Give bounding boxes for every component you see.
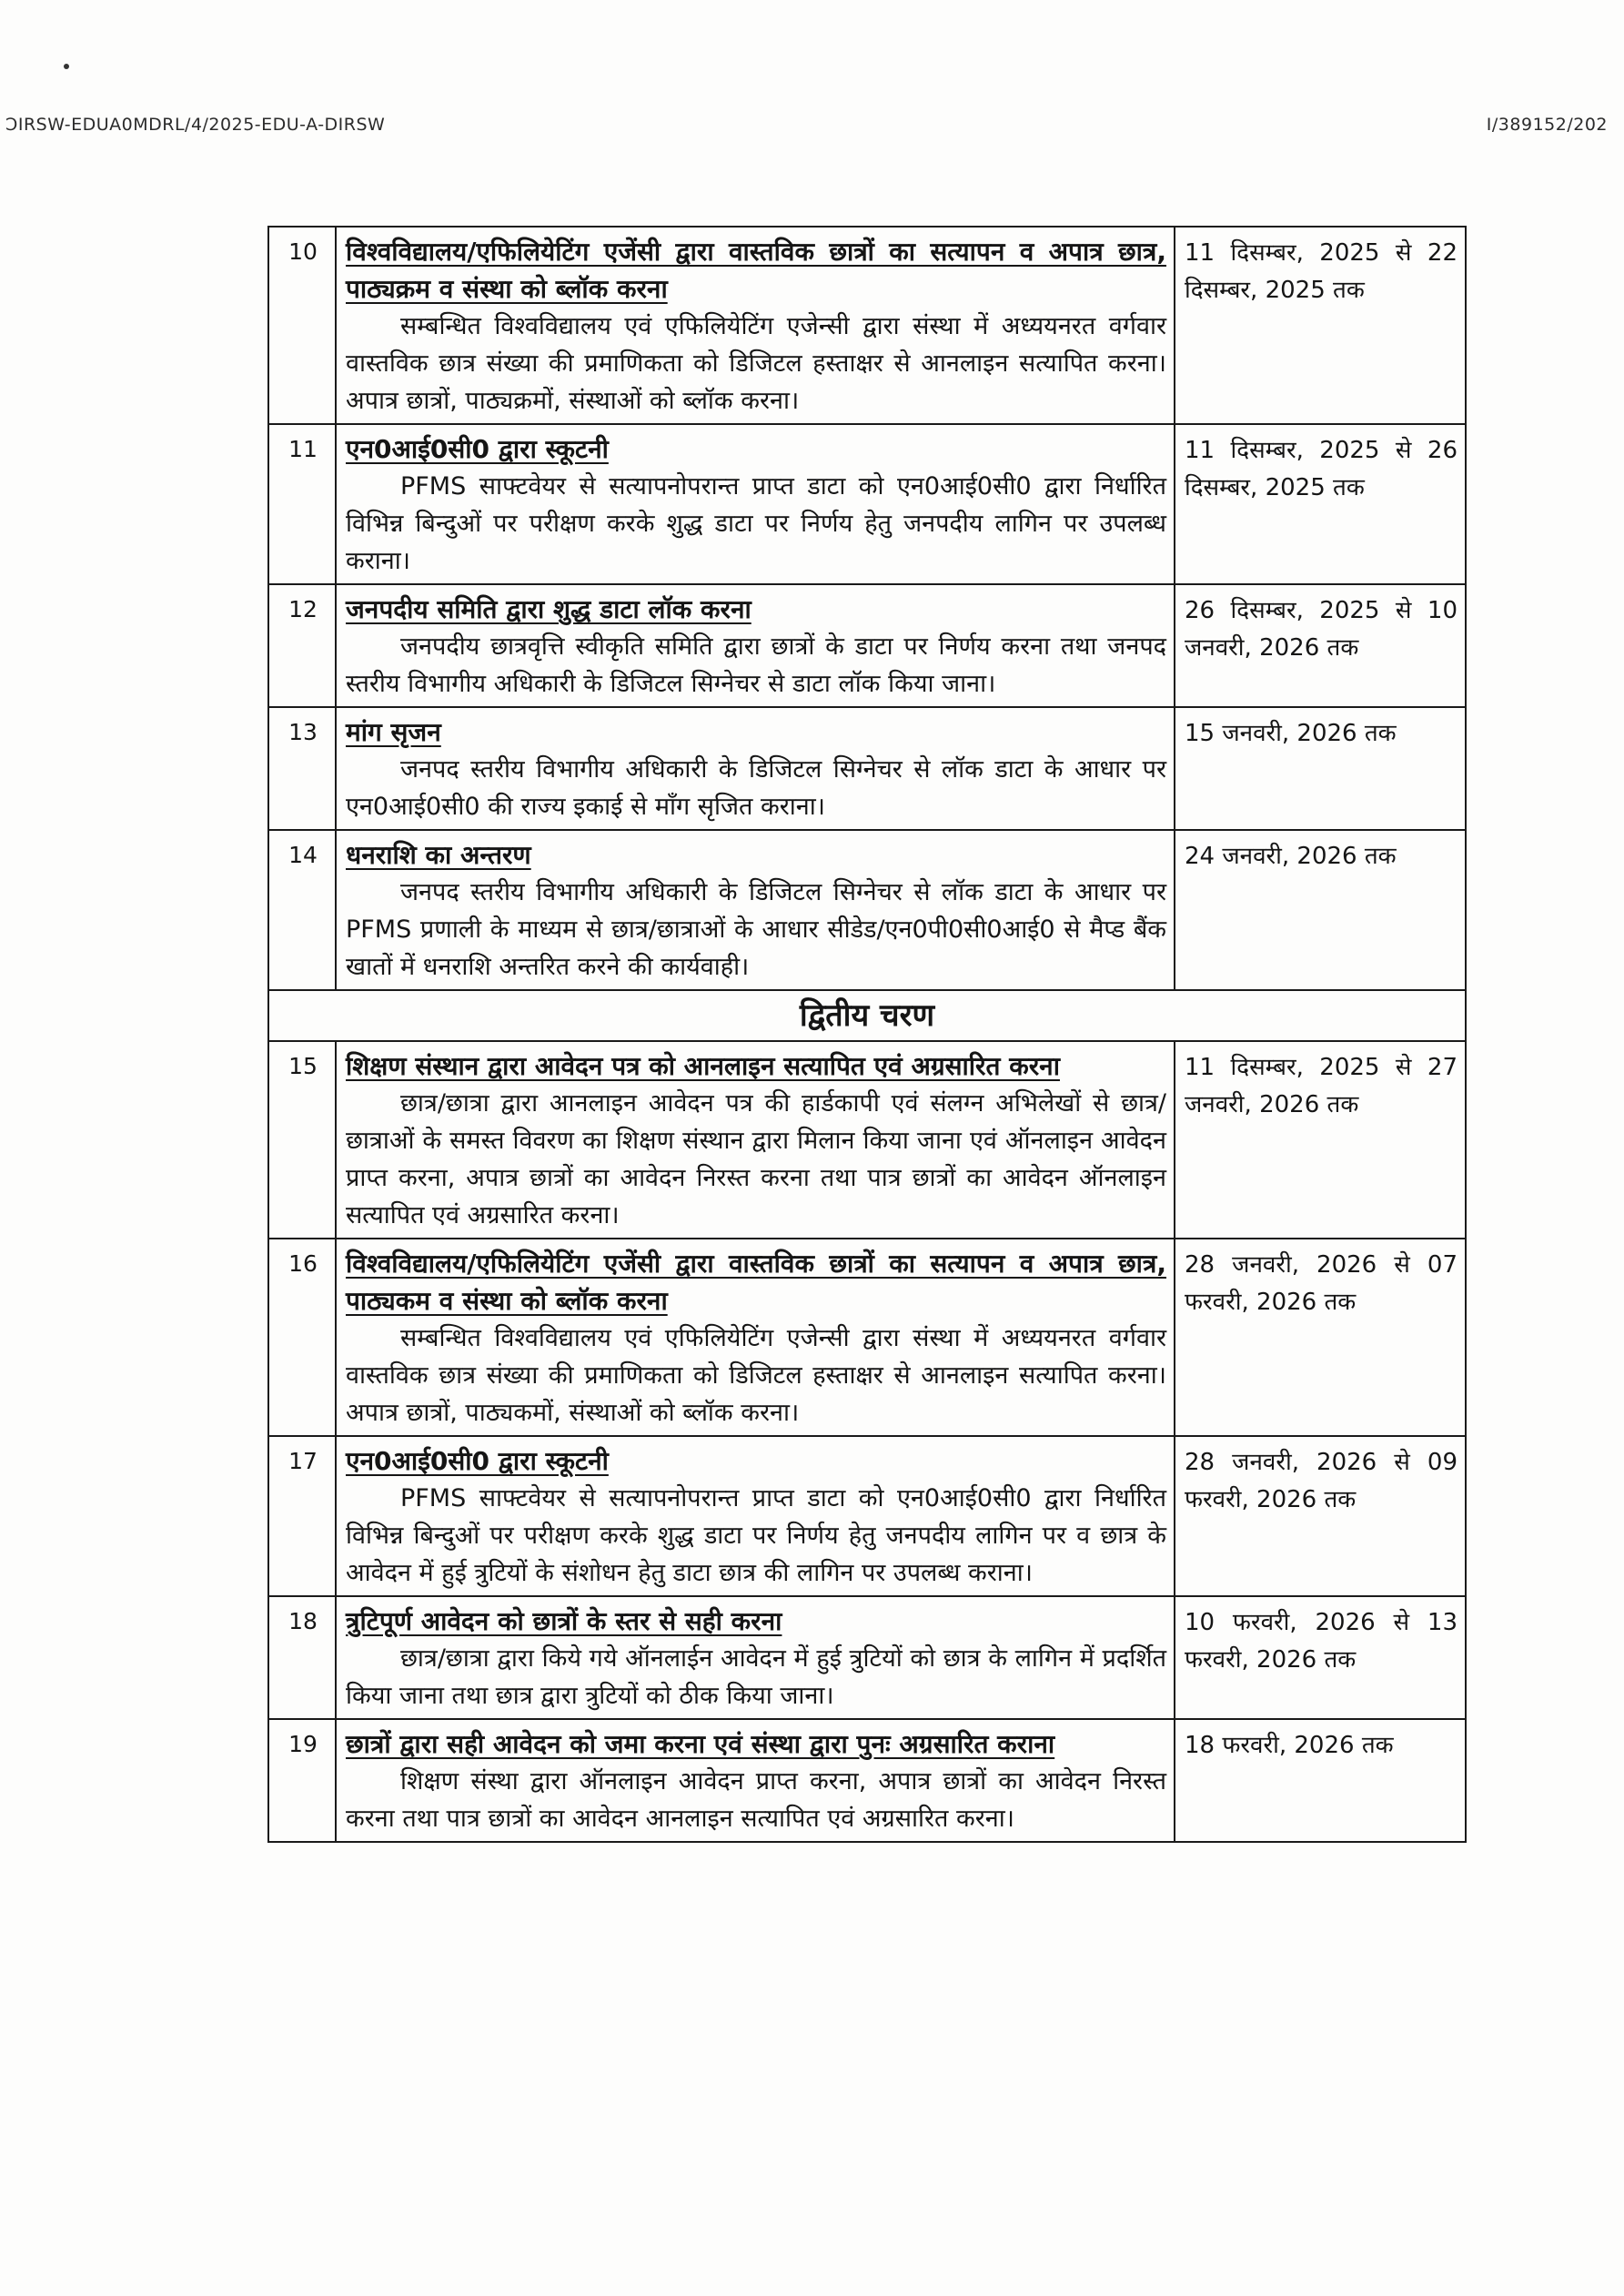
activity-title: छात्रों द्वारा सही आवेदन को जमा करना एवं संस्था द्वारा पुनः अग्रसारित कराना bbox=[346, 1729, 1055, 1759]
activity-date: 10 फरवरी, 2026 से 13 फरवरी, 2026 तक bbox=[1175, 1596, 1466, 1719]
table-row bbox=[268, 1596, 1466, 1719]
activity-date: 28 जनवरी, 2026 से 07 फरवरी, 2026 तक bbox=[1175, 1239, 1466, 1436]
row-number: 11 bbox=[268, 424, 336, 584]
row-number: 13 bbox=[268, 707, 336, 830]
activity-cell bbox=[336, 1436, 1175, 1596]
row-number: 12 bbox=[268, 584, 336, 707]
activity-description: जनपद स्तरीय विभागीय अधिकारी के डिजिटल सिग्नेचर से लॉक डाटा के आधार पर एन0आई0सी0 की राज्य इकाई से मॉंग सृजित कराना। bbox=[346, 755, 1166, 821]
table-row bbox=[268, 1719, 1466, 1842]
table-row bbox=[268, 424, 1466, 584]
table-row bbox=[268, 830, 1466, 990]
activity-cell bbox=[336, 584, 1175, 707]
activity-cell bbox=[336, 1239, 1175, 1436]
activity-title: शिक्षण संस्थान द्वारा आवेदन पत्र को आनलाइन सत्यापित एवं अग्रसारित करना bbox=[346, 1051, 1060, 1081]
table-row bbox=[268, 1239, 1466, 1436]
table-row bbox=[268, 1041, 1466, 1239]
activity-cell bbox=[336, 1719, 1175, 1842]
phase-heading: द्वितीय चरण bbox=[268, 990, 1466, 1041]
row-number: 19 bbox=[268, 1719, 336, 1842]
activity-title: जनपदीय समिति द्वारा शुद्ध डाटा लॉक करना bbox=[346, 594, 751, 624]
table-row bbox=[268, 227, 1466, 424]
activity-title: विश्वविद्यालय/एफिलियेटिंग एजेंसी द्वारा वास्तविक छात्रों का सत्यापन व अपात्र छात्र, पाठ्यक्रम व संस्था को ब्लॉक करना bbox=[346, 237, 1166, 304]
activity-cell bbox=[336, 424, 1175, 584]
receipt-number: I/389152/202 bbox=[1486, 115, 1608, 135]
activity-title: विश्वविद्यालय/एफिलियेटिंग एजेंसी द्वारा वास्तविक छात्रों का सत्यापन व अपात्र छात्र, पाठ्यकम व संस्था को ब्लॉक करना bbox=[346, 1249, 1166, 1316]
activity-date: 26 दिसम्बर, 2025 से 10 जनवरी, 2026 तक bbox=[1175, 584, 1466, 707]
activity-date: 18 फरवरी, 2026 तक bbox=[1175, 1719, 1466, 1842]
activity-date: 15 जनवरी, 2026 तक bbox=[1175, 707, 1466, 830]
table-row bbox=[268, 707, 1466, 830]
row-number: 18 bbox=[268, 1596, 336, 1719]
activity-description: सम्बन्धित विश्वविद्यालय एवं एफिलियेटिंग एजेन्सी द्वारा संस्था में अध्ययनरत वर्गवार वास्तविक छात्र संख्या की प्रमाणिकता को डिजिटल हस्ताक्षर से आनलाइन सत्यापित करना। अपात्र छात्रों, पाठ्यकमों, संस्थाओं को ब्लॉक करना। bbox=[346, 1324, 1166, 1427]
activity-description: PFMS साफ्टवेयर से सत्यापनोपरान्त प्राप्त डाटा को एन0आई0सी0 द्वारा निर्धारित विभिन्न बिन्दुओं पर परीक्षण करके शुद्ध डाटा पर निर्णय हेतु जनपदीय लागिन पर व छात्र के आवेदन में हुई त्रुटियों के संशोधन हेतु डाटा छात्र की लागिन पर उपलब्ध कराना। bbox=[346, 1484, 1166, 1587]
file-reference-number: ƆIRSW-EDUA0MDRL/4/2025-EDU-A-DIRSW bbox=[5, 115, 386, 135]
scan-mark bbox=[64, 64, 69, 69]
activity-date: 28 जनवरी, 2026 से 09 फरवरी, 2026 तक bbox=[1175, 1436, 1466, 1596]
row-number: 10 bbox=[268, 227, 336, 424]
activity-date: 24 जनवरी, 2026 तक bbox=[1175, 830, 1466, 990]
activity-description: जनपदीय छात्रवृत्ति स्वीकृति समिति द्वारा छात्रों के डाटा पर निर्णय करना तथा जनपद स्तरीय विभागीय अधिकारी के डिजिटल सिग्नेचर से डाटा लॉक किया जाना। bbox=[346, 632, 1166, 698]
activity-title: एन0आई0सी0 द्वारा स्कूटनी bbox=[346, 1446, 609, 1476]
activity-cell bbox=[336, 227, 1175, 424]
activity-cell bbox=[336, 1596, 1175, 1719]
activity-title: त्रुटिपूर्ण आवेदन को छात्रों के स्तर से सही करना bbox=[346, 1606, 782, 1636]
activity-cell bbox=[336, 707, 1175, 830]
activity-description: PFMS साफ्टवेयर से सत्यापनोपरान्त प्राप्त डाटा को एन0आई0सी0 द्वारा निर्धारित विभिन्न बिन्दुओं पर परीक्षण करके शुद्ध डाटा पर निर्णय हेतु जनपदीय लागिन पर उपलब्ध कराना। bbox=[346, 472, 1166, 575]
activity-title: एन0आई0सी0 द्वारा स्कूटनी bbox=[346, 434, 609, 464]
activity-date: 11 दिसम्बर, 2025 से 27 जनवरी, 2026 तक bbox=[1175, 1041, 1466, 1239]
activity-cell bbox=[336, 1041, 1175, 1239]
table-row bbox=[268, 584, 1466, 707]
activity-description: छात्र/छात्रा द्वारा आनलाइन आवेदन पत्र की हार्डकापी एवं संलग्न अभिलेखों से छात्र/छात्राओं के समस्त विवरण का शिक्षण संस्थान द्वारा मिलान किया जाना एवं ऑनलाइन आवेदन प्राप्त करना, अपात्र छात्रों का आवेदन निरस्त करना तथा पात्र छात्रों का आवेदन ऑनलाइन सत्यापित एवं अग्रसारित करना। bbox=[346, 1089, 1167, 1229]
row-number: 14 bbox=[268, 830, 336, 990]
activity-description: सम्बन्धित विश्वविद्यालय एवं एफिलियेटिंग एजेन्सी द्वारा संस्था में अध्ययनरत वर्गवार वास्तविक छात्र संख्या की प्रमाणिकता को डिजिटल हस्ताक्षर से आनलाइन सत्यापित करना। अपात्र छात्रों, पाठ्यक्रमों, संस्थाओं को ब्लॉक करना। bbox=[346, 312, 1166, 415]
activity-title: धनराशि का अन्तरण bbox=[346, 840, 531, 870]
schedule-table bbox=[267, 226, 1467, 1843]
activity-description: छात्र/छात्रा द्वारा किये गये ऑनलाईन आवेदन में हुई त्रुटियों को छात्र के लागिन में प्रदर्शित किया जाना तथा छात्र द्वारा त्रुटियों को ठीक किया जाना। bbox=[346, 1644, 1166, 1710]
phase-heading-row bbox=[268, 990, 1466, 1041]
activity-description: जनपद स्तरीय विभागीय अधिकारी के डिजिटल सिग्नेचर से लॉक डाटा के आधार पर PFMS प्रणाली के माध्यम से छात्र/छात्राओं के आधार सीडेड/एन0पी0सी0आई0 से मैप्ड बैंक खातों में धनराशि अन्तरित करने की कार्यवाही। bbox=[346, 878, 1166, 981]
row-number: 15 bbox=[268, 1041, 336, 1239]
row-number: 16 bbox=[268, 1239, 336, 1436]
activity-date: 11 दिसम्बर, 2025 से 26 दिसम्बर, 2025 तक bbox=[1175, 424, 1466, 584]
table-row bbox=[268, 1436, 1466, 1596]
row-number: 17 bbox=[268, 1436, 336, 1596]
activity-title: मांग सृजन bbox=[346, 717, 441, 747]
activity-description: शिक्षण संस्था द्वारा ऑनलाइन आवेदन प्राप्त करना, अपात्र छात्रों का आवेदन निरस्त करना तथा पात्र छात्रों का आवेदन आनलाइन सत्यापित एवं अग्रसारित करना। bbox=[346, 1767, 1166, 1833]
activity-cell bbox=[336, 830, 1175, 990]
activity-date: 11 दिसम्बर, 2025 से 22 दिसम्बर, 2025 तक bbox=[1175, 227, 1466, 424]
